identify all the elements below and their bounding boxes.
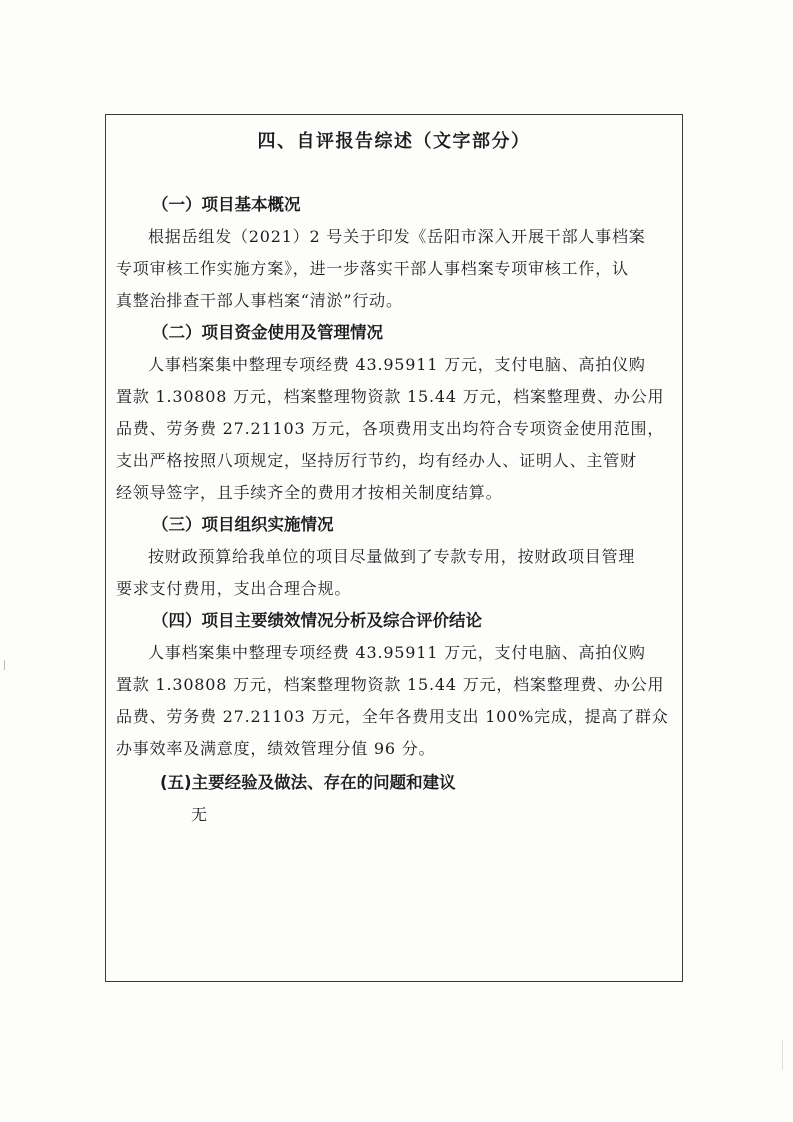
body-line: 要求支付费用，支出合理合规。: [116, 579, 352, 598]
body-line: 置款 1.30808 万元，档案整理物资款 15.44 万元，档案整理费、办公用: [116, 387, 665, 406]
section-heading-5: (五)主要经验及做法、存在的问题和建议: [160, 773, 456, 792]
section-body-1: [116, 221, 672, 317]
body-line: 按财政预算给我单位的项目尽量做到了专款专用，按财政项目管理: [148, 547, 636, 566]
section-body-5: 无: [191, 805, 208, 824]
section-body-4: [116, 637, 672, 765]
report-content: [116, 189, 672, 831]
section-heading-2: （二）项目资金使用及管理情况: [152, 323, 383, 342]
body-line: 人事档案集中整理专项经费 43.95911 万元，支付电脑、高拍仪购: [148, 355, 646, 374]
section-heading-1: （一）项目基本概况: [152, 195, 301, 214]
body-line: 真整治排查干部人事档案“清淤”行动。: [116, 291, 403, 310]
body-line: 品费、劳务费 27.21103 万元，各项费用支出均符合专项资金使用范围，: [116, 419, 665, 438]
section-body-3: [116, 541, 672, 605]
page-title: 四、自评报告综述（文字部分）: [257, 131, 531, 152]
body-line: 经领导签字，且手续齐全的费用才按相关制度结算。: [116, 483, 503, 502]
body-line: 支出严格按照八项规定，坚持厉行节约，均有经办人、证明人、主管财: [116, 451, 637, 470]
report-frame: [105, 114, 683, 982]
section-heading-3: （三）项目组织实施情况: [152, 515, 334, 534]
section-heading-4: （四）项目主要绩效情况分析及综合评价结论: [152, 611, 482, 630]
body-line: 置款 1.30808 万元，档案整理物资款 15.44 万元，档案整理费、办公用: [116, 675, 665, 694]
scan-artifact: [4, 660, 5, 670]
body-line: 专项审核工作实施方案》，进一步落实干部人事档案专项审核工作，认: [116, 259, 629, 278]
body-line: 品费、劳务费 27.21103 万元，全年各费用支出 100%完成，提高了群众: [116, 707, 669, 726]
body-line: 根据岳组发（2021）2 号关于印发《岳阳市深入开展干部人事档案: [148, 227, 646, 246]
scan-artifact: [782, 1040, 783, 1070]
section-body-2: [116, 349, 672, 509]
body-line: 办事效率及满意度，绩效管理分值 96 分。: [116, 739, 436, 758]
body-line: 人事档案集中整理专项经费 43.95911 万元，支付电脑、高拍仪购: [148, 643, 646, 662]
